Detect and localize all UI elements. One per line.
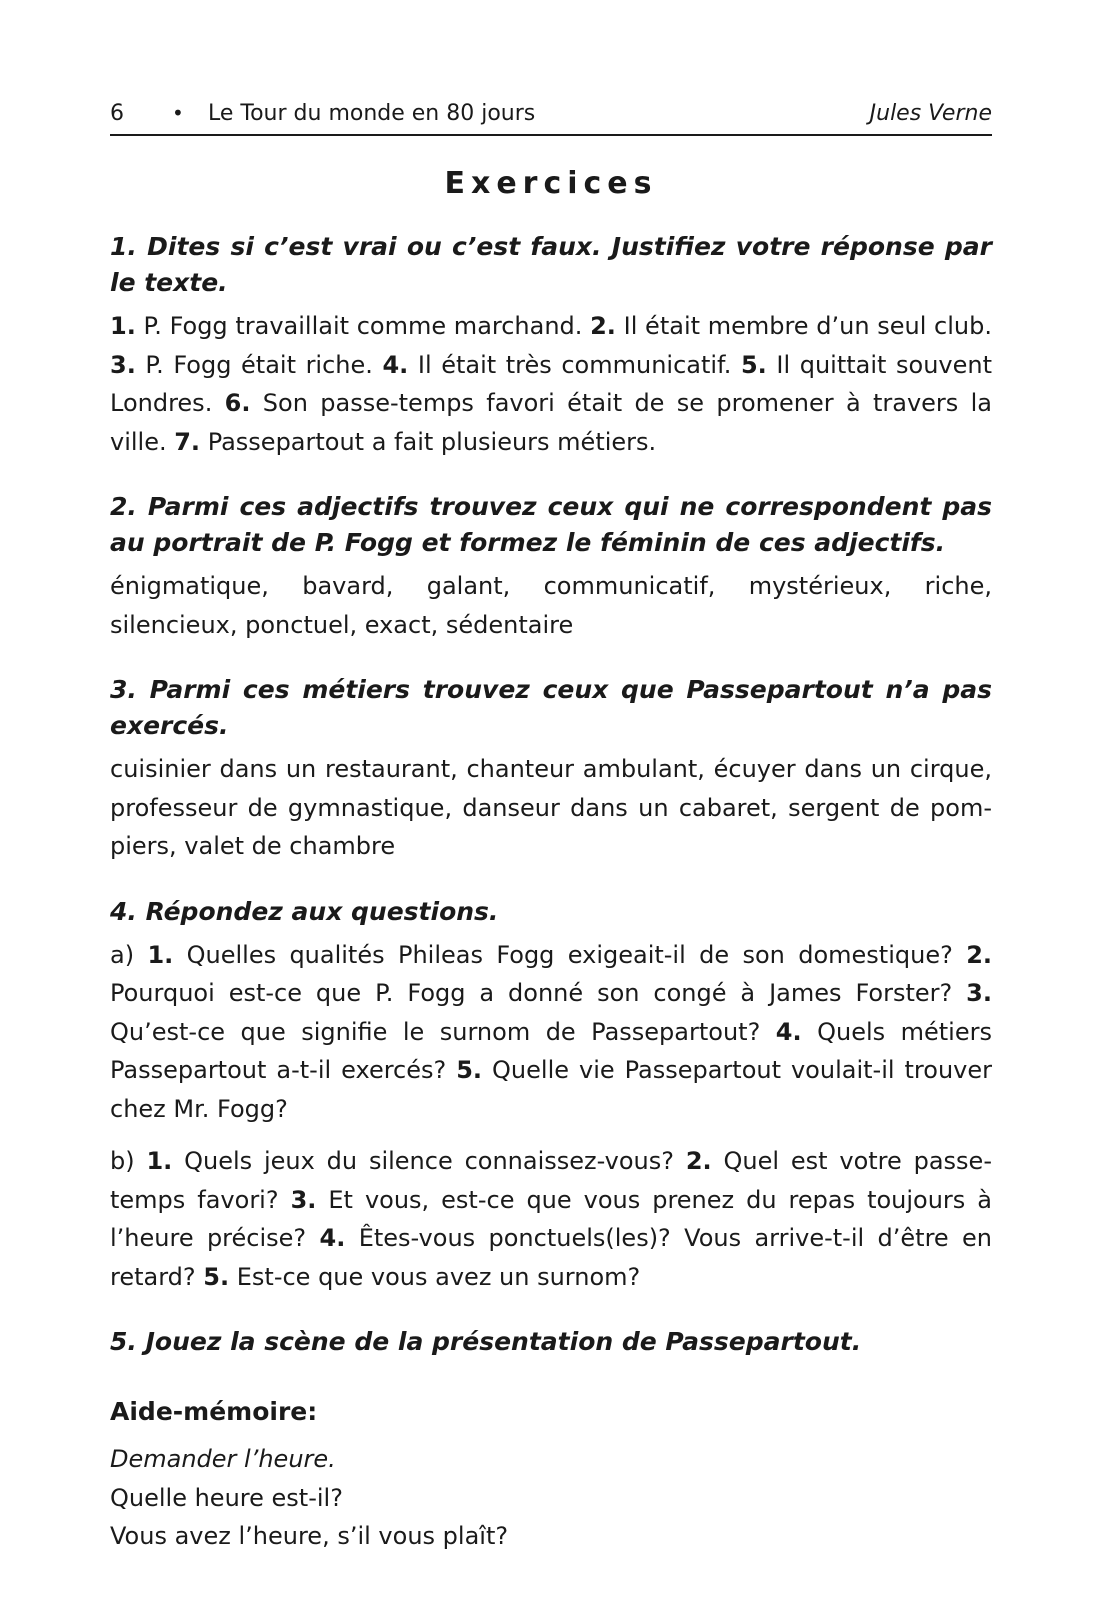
item-text: Pourquoi est-ce que P. Fogg a donné son congé à James Forster? [110, 979, 967, 1007]
item-text: Quel est votre passe-temps favori? [110, 1147, 992, 1214]
item-number: 5. [203, 1262, 230, 1291]
book-title: Le Tour du monde en 80 jours [208, 100, 536, 126]
item-number: 2. [685, 1147, 712, 1175]
item-number: 7. [174, 427, 201, 456]
item-number: 2. [966, 940, 993, 969]
aide-memoire-line: Vous avez l’heure, s’il vous plaît? [110, 1522, 509, 1550]
running-header [110, 92, 992, 136]
exercise-4b-body [110, 1142, 992, 1296]
exercise-1 [110, 229, 992, 461]
exercise-5 [110, 1324, 992, 1360]
exercise-3 [110, 672, 992, 866]
item-text: Il était membre d’un seul club. [615, 312, 992, 340]
page [110, 92, 992, 1556]
exercise-2-title: 2. Parmi ces adjectifs trouvez ceux qui ne correspondent pas au portrait de P. Fogg et formez le féminin de ces adjectifs. [110, 492, 992, 557]
item-number: 4. [319, 1224, 346, 1252]
part-label: b) [110, 1147, 147, 1175]
item-text: P. Fogg était riche. [135, 350, 383, 379]
item-number: 3. [110, 350, 136, 379]
page-number: 6 [110, 100, 124, 126]
exercise-1-body [110, 307, 992, 461]
exercise-3-body: cuisinier dans un restaurant, chanteur ambulant, écuyer dans un cirque, professeur de gymnastique, danseur dans un cabaret, sergent de pompiers, valet de chambre [110, 755, 992, 860]
aide-memoire [110, 1394, 992, 1556]
item-text: Son passe-temps favori était de se promener à travers la ville. [110, 389, 993, 456]
item-text: Quelle vie Passepartout voulait-il trouver chez Mr. Fogg? [110, 1056, 992, 1123]
aide-memoire-line: Quelle heure est-il? [110, 1483, 343, 1512]
item-number: 4. [382, 350, 409, 379]
author-name: Jules Verne [869, 100, 992, 126]
aide-memoire-title: Aide-mémoire: [110, 1397, 318, 1426]
item-text: Quels jeux du silence connaissez-vous? [172, 1147, 686, 1175]
item-number: 1. [110, 312, 136, 340]
exercise-4 [110, 894, 992, 1297]
item-text: Il quittait souvent Londres. [110, 350, 993, 417]
item-number: 2. [590, 312, 616, 340]
item-text: P. Fogg travaillait comme marchand. [135, 312, 591, 340]
item-text: Êtes-vous ponctuels(les)? Vous arrive-t-il d’être en retard? [110, 1224, 992, 1291]
exercise-1-title: 1. Dites si c’est vrai ou c’est faux. Justifiez votre réponse par le texte. [110, 232, 992, 297]
item-number: 4. [775, 1017, 802, 1046]
item-number: 1. [146, 1147, 173, 1175]
exercise-4-title: 4. Répondez aux questions. [110, 896, 499, 926]
item-number: 5. [456, 1056, 483, 1084]
item-number: 6. [224, 389, 251, 417]
item-text: Passepartout a fait plusieurs métiers. [200, 427, 657, 456]
exercise-2 [110, 489, 992, 644]
exercise-2-body: énigmatique, bavard, galant, communicatif, mystérieux, riche, silencieux, ponctuel, exact, sédentaire [110, 572, 992, 639]
exercise-3-title: 3. Parmi ces métiers trouvez ceux que Passepartout n’a pas exercés. [110, 675, 992, 740]
aide-memoire-line: Demander l’heure. [110, 1445, 336, 1473]
exercise-4a-body [110, 936, 992, 1129]
exercise-5-title: 5. Jouez la scène de la présentation de Passepartout. [110, 1327, 862, 1356]
item-text: Et vous, est-ce que vous prenez du repas toujours à l’heure précise? [110, 1185, 992, 1252]
item-text: Est-ce que vous avez un surnom? [229, 1262, 641, 1291]
item-number: 3. [966, 979, 992, 1007]
item-number: 1. [147, 940, 174, 969]
item-text: Quels métiers Passepartout a-t-il exercés? [110, 1017, 992, 1084]
item-number: 3. [290, 1185, 317, 1214]
part-label: a) [110, 940, 148, 969]
item-text: Quelles qualités Phileas Fogg exigeait-il de son domestique? [173, 940, 967, 969]
header-bullet: • [172, 101, 184, 125]
item-text: Il était très communicatif. [408, 350, 741, 379]
item-number: 5. [740, 350, 767, 379]
page-title: Exercices [444, 166, 658, 201]
item-text: Qu’est-ce que signifie le surnom de Passepartout? [110, 1017, 776, 1046]
